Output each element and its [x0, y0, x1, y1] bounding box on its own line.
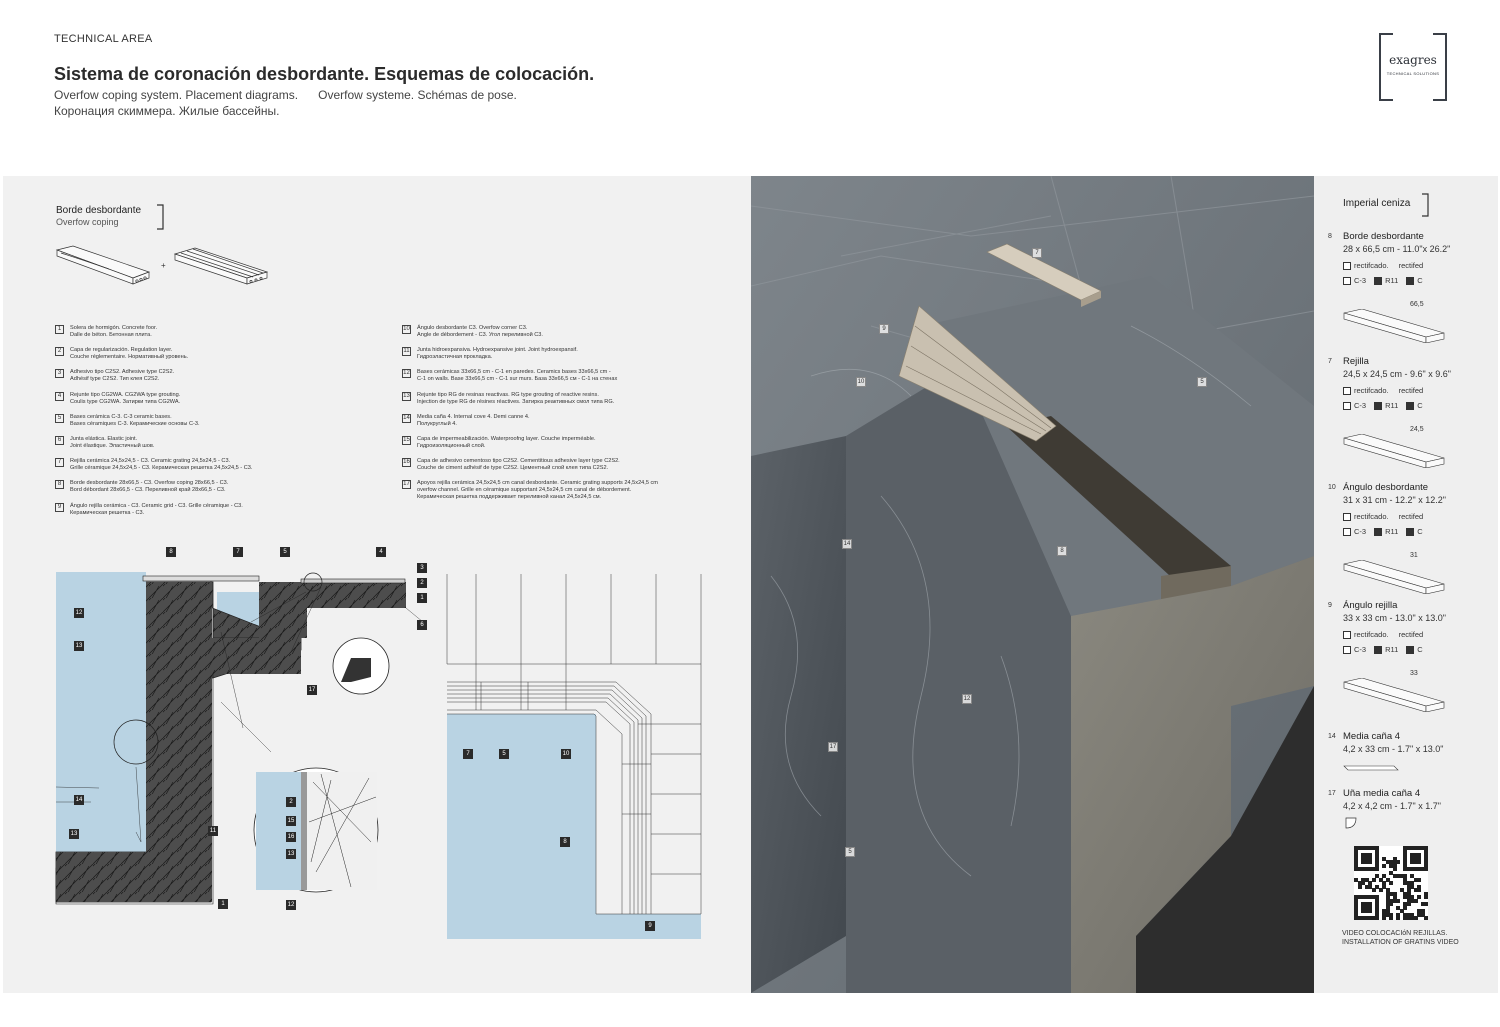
section-tag-17: 17 [308, 687, 316, 693]
page-title: Sistema de coronación desbordante. Esquemas de colocación. [54, 64, 595, 84]
c-class-icon [1406, 402, 1414, 410]
photo-tag-7: 7 [1032, 248, 1042, 258]
c-class: C [1417, 645, 1423, 654]
section-tag-8: 8 [166, 547, 176, 557]
legend-line: Couche de ciment adhésif de type C2S2. Цементный слой клея типа C2S2. [417, 465, 609, 472]
section-title: Borde desbordante [56, 205, 142, 216]
legend-line: Capa de impermeabilización. Waterproofng layer. Couche imperméable. [417, 436, 596, 442]
legend-text [70, 369, 360, 383]
legend-line: Coulis type CG2WA. Затирки типа CG2WA. [70, 398, 181, 405]
subtitle-en-fr [54, 88, 517, 102]
legend-number: 6 [55, 436, 64, 445]
video-line-1: VIDEO COLOCACIóN REJILLAS. [1342, 930, 1448, 937]
legend-line: Ángulo desbordante C3. Overfow corner C3. [417, 325, 528, 331]
subtitle-en: Overfow coping system. Placement diagrams. [54, 88, 299, 102]
photo-tag-10: 10 [857, 379, 865, 385]
photo-tag-9: 9 [879, 324, 889, 334]
legend-line: overfow channel. Grille en céramique supportant 24,5x24,5 cm canal de débordement. [417, 487, 632, 494]
photo-tag-8: 8 [1057, 546, 1067, 556]
rectified-es: rectifcado. [1354, 512, 1389, 521]
legend-line: Dalle de béton. Бетонная плита. [70, 332, 152, 338]
product-name: Ángulo desbordante [1343, 482, 1429, 493]
product-name: Borde desbordante [1343, 231, 1424, 242]
legend-line: Junta elástica. Elastic joint. [70, 436, 138, 442]
c-class-icon [1406, 277, 1414, 285]
rectified-row [1343, 630, 1423, 639]
legend-line: Junta hidroexpansiva. Hydroexpansive joint. Joint hydroexpansif. [417, 347, 578, 354]
rectified-icon [1343, 631, 1351, 639]
slip-class: C-3 [1354, 401, 1367, 410]
section-subtitle: Overfow coping [56, 217, 119, 227]
legend-number: 9 [55, 503, 64, 512]
product-name: Rejilla [1343, 356, 1369, 367]
product-dimensions: 24,5 x 24,5 cm - 9.6" x 9.6" [1343, 369, 1451, 379]
logo-tagline: TECHNICAL SOLUTIONS [1386, 71, 1440, 76]
plan-tag-8: 8 [560, 837, 570, 847]
logo-word: exagres [1389, 53, 1437, 67]
section-tag-5: 5 [280, 547, 290, 557]
c-class: C [1417, 276, 1423, 285]
plan-drawing [446, 574, 702, 940]
rectified-es: rectifcado. [1354, 386, 1389, 395]
c-class: C [1417, 401, 1423, 410]
dimension-label-1: 31 [1410, 552, 1418, 559]
legend-text [417, 458, 707, 472]
section-tag-1: 1 [417, 593, 427, 603]
product-dimensions: 31 x 31 cm - 12.2" x 12.2" [1343, 495, 1446, 505]
slip-class-icon [1343, 277, 1351, 285]
left-panel [3, 176, 751, 993]
detail-tag-16: 16 [287, 834, 295, 840]
legend-text [417, 392, 707, 406]
rectified-en: rectifed [1398, 630, 1424, 639]
legend-number: 17 [403, 481, 410, 488]
product-number: 8 [1328, 233, 1332, 240]
legend-text [417, 325, 707, 339]
plan-tag-7: 7 [463, 749, 473, 759]
rectified-row [1343, 261, 1423, 270]
classification-row [1343, 401, 1423, 410]
legend-number: 5 [55, 414, 64, 423]
product-dimensions: 33 x 33 cm - 13.0" x 13.0" [1343, 613, 1446, 623]
product-number: 17 [1328, 790, 1336, 797]
legend-line: Solera de hormigón. Concrete foor. [70, 325, 158, 331]
legend-line: Borde desbordante 28x66,5 - C3. Overfow coping 28x66,5 - C3. [70, 480, 229, 487]
product-render-photo [751, 176, 1314, 993]
rectified-en: rectifed [1398, 261, 1424, 270]
legend-line: Capa de regularización. Regulation layer. [70, 347, 173, 354]
slip-class: C-3 [1354, 645, 1367, 654]
section-tag-2: 2 [417, 578, 427, 588]
product-name: Ángulo rejilla [1343, 600, 1398, 611]
legend-line: Adhesivo tipo C2S2. Adhesive type C2S2. [70, 369, 175, 376]
legend-line: Injection de type RG de résines réactives. Затирка реактивных смол типа RG. [417, 398, 615, 405]
product-dimensions: 4,2 x 33 cm - 1.7" x 13.0" [1343, 744, 1444, 754]
legend-text [70, 436, 360, 450]
section-tag-13: 13 [75, 643, 83, 649]
legend-line: Adhésif type C2S2. Тип клея C2S2. [70, 376, 160, 383]
qr-code[interactable] [1354, 846, 1428, 920]
legend-line: Bases céramiques C-3. Керамические основы C-3. [70, 420, 200, 427]
technical-area-label: TECHNICAL AREA [54, 33, 153, 45]
classification-row [1343, 645, 1423, 654]
legend-text [417, 347, 707, 361]
rectified-icon [1343, 387, 1351, 395]
slip-class-icon [1343, 646, 1351, 654]
r-class-icon [1374, 277, 1382, 285]
section-tag-3: 3 [417, 563, 427, 573]
section-tag-11: 11 [209, 828, 217, 834]
subtitle-ru: Коронация скиммера. Жилые бассейны. [54, 104, 280, 118]
r-class-icon [1374, 528, 1382, 536]
c-class: C [1417, 527, 1423, 536]
legend-number: 14 [403, 414, 410, 421]
legend-text [70, 392, 360, 406]
r-class: R11 [1385, 645, 1399, 654]
rectified-en: rectifed [1398, 512, 1424, 521]
product-number: 10 [1328, 484, 1336, 491]
rectified-en: rectifed [1398, 386, 1424, 395]
product-number: 9 [1328, 602, 1332, 609]
legend-text [70, 480, 360, 494]
dimension-label-1: 33 [1410, 670, 1418, 677]
detail-tag-15: 15 [287, 818, 295, 824]
detail-tag-13: 13 [287, 851, 295, 857]
legend-number: 15 [403, 437, 410, 443]
legend-line: Media caña 4. Internal cove 4. Demi canne 4. [417, 413, 530, 420]
photo-tag-5: 5 [1197, 377, 1207, 387]
product-sketch [1340, 678, 1450, 712]
product-number: 7 [1328, 358, 1332, 365]
render-illustration [751, 176, 1314, 993]
r-class: R11 [1385, 276, 1399, 285]
detail-tag-2: 2 [286, 797, 296, 807]
plan-tag-10: 10 [562, 751, 570, 757]
legend-line: Apoyos rejilla cerámica 24,5x24,5 cm canal desbordante. Ceramic grating supports 24,5x24,5 cm [417, 480, 658, 487]
video-line-2: INSTALLATION OF GRATINS VIDEO [1342, 939, 1459, 946]
rectified-icon [1343, 262, 1351, 270]
slip-class-icon [1343, 402, 1351, 410]
r-class: R11 [1385, 401, 1399, 410]
product-name: Uña media caña 4 [1343, 788, 1421, 799]
legend-line: Полукруглый 4. [417, 420, 457, 427]
photo-tag-5b: 5 [845, 847, 855, 857]
legend-text [70, 503, 360, 517]
legend-line: Bord débordant 28x66,5 - C3. Переливной край 28x66,5 - C3. [70, 487, 226, 494]
plus-sign: + [161, 261, 166, 270]
una-media-cana-sketch [1344, 816, 1358, 830]
photo-tag-17: 17 [829, 744, 837, 750]
classification-row [1343, 527, 1423, 536]
legend-line: Angle de débordement - C3. Угол переливной C3. [417, 332, 543, 338]
slip-class: C-3 [1354, 527, 1367, 536]
legend-line: Bases cerámica C-3. C-3 ceramic bases. [70, 413, 172, 420]
product-collection-title: Imperial ceniza [1343, 198, 1411, 209]
legend-number: 4 [55, 392, 64, 401]
legend-number: 10 [403, 326, 410, 332]
rectified-row [1343, 386, 1423, 395]
legend-line: Rejunte tipo CG2WA. CG2WA type grouting. [70, 391, 181, 398]
product-dimensions: 4,2 x 4,2 cm - 1.7" x 1.7" [1343, 801, 1441, 811]
section-tag-12: 12 [75, 610, 83, 616]
product-name: Media caña 4 [1343, 731, 1401, 742]
legend-text [417, 414, 707, 428]
slip-class: C-3 [1354, 276, 1367, 285]
dimension-label-1: 24,5 [1410, 426, 1424, 433]
legend-number: 1 [55, 325, 64, 334]
legend-number: 3 [55, 369, 64, 378]
legend-line: Ángulo rejilla cerámica - C3. Ceramic grid - C3. Grille céramique - C3. [70, 502, 243, 509]
product-dimensions: 28 x 66,5 cm - 11.0"x 26.2" [1343, 244, 1451, 254]
legend-text [70, 347, 360, 361]
video-link-text[interactable] [1342, 929, 1459, 947]
legend-number: 7 [55, 458, 64, 467]
product-sketch [1340, 309, 1450, 343]
legend-line: Керамическая решетка - C3. [70, 509, 145, 516]
legend-line: Bases cerámicas 33x66,5 cm - C-1 en paredes. Ceramics bases 33x66,5 cm - [417, 369, 611, 376]
c-class-icon [1406, 528, 1414, 536]
plan-tag-5: 5 [499, 749, 509, 759]
rectified-row [1343, 512, 1423, 521]
section-tag-1b: 1 [218, 899, 228, 909]
plan-tag-9: 9 [645, 921, 655, 931]
legend-text [70, 414, 360, 428]
coping-sketch [53, 242, 273, 294]
legend-line: Керамическая решетка поддерживает переливной канал 24,5x24,5 см. [417, 494, 602, 501]
legend-line: Гидроизоляционный слой. [417, 443, 486, 449]
legend-line: Grille céramique 24,5x24,5 - C3. Керамическая решетка 24,5x24,5 - C3. [70, 465, 253, 472]
section-tag-14: 14 [75, 797, 83, 803]
legend-line: Rejilla cerámica 24,5x24,5 - C3. Ceramic grating 24,5x24,5 - C3. [70, 458, 231, 465]
exagres-logo [1379, 33, 1447, 101]
legend-number: 16 [403, 459, 410, 466]
legend-line: Capa de adhesivo cementoso tipo C2S2. Cementitious adhesive layer type C2S2. [417, 458, 620, 465]
dimension-label-1: 66,5 [1410, 301, 1424, 308]
rectified-icon [1343, 513, 1351, 521]
r-class: R11 [1385, 527, 1399, 536]
legend-number: 12 [403, 370, 410, 377]
legend-text [70, 458, 360, 472]
title-bracket [155, 204, 165, 230]
photo-tag-14: 14 [843, 541, 851, 547]
right-panel [1314, 176, 1498, 993]
legend-text [417, 369, 707, 383]
section-tag-4: 4 [376, 547, 386, 557]
section-tag-13b: 13 [70, 831, 78, 837]
r-class-icon [1374, 646, 1382, 654]
legend-line: Joint élastique. Эластичный шов. [70, 443, 155, 449]
detail-tag-12: 12 [287, 902, 295, 908]
classification-row [1343, 276, 1423, 285]
legend-text [417, 436, 707, 450]
r-class-icon [1374, 402, 1382, 410]
rectified-es: rectifcado. [1354, 630, 1389, 639]
subtitle-fr: Overfow systeme. Schémas de pose. [318, 88, 517, 102]
slip-class-icon [1343, 528, 1351, 536]
legend-text [417, 480, 707, 501]
legend-line: Couche réglementaire. Нормативный уровень. [70, 354, 189, 361]
rectified-es: rectifcado. [1354, 261, 1389, 270]
legend-line: Rejunte tipo RG de resinas reactivas. RG type grouting of reactive resins. [417, 391, 599, 398]
legend-text [70, 325, 360, 339]
section-drawing [51, 542, 441, 932]
product-sketch [1340, 560, 1450, 594]
legend-number: 13 [403, 392, 410, 399]
collection-bracket [1420, 193, 1430, 217]
legend-line: Гидроэластичная прокладка. [417, 354, 493, 361]
product-sketch [1340, 434, 1450, 468]
legend-number: 11 [403, 348, 410, 355]
product-number: 14 [1328, 733, 1336, 740]
legend-number: 2 [55, 347, 64, 356]
c-class-icon [1406, 646, 1414, 654]
section-tag-6: 6 [417, 620, 427, 630]
photo-tag-12: 12 [963, 696, 971, 702]
legend-number: 8 [55, 480, 64, 489]
media-cana-sketch [1342, 762, 1402, 774]
legend-line: C-1 on walls. Base 33x66,5 cm - C-1 sur murs. База 33x66,5 см - C-1 на стенах [417, 376, 618, 383]
section-tag-7: 7 [233, 547, 243, 557]
